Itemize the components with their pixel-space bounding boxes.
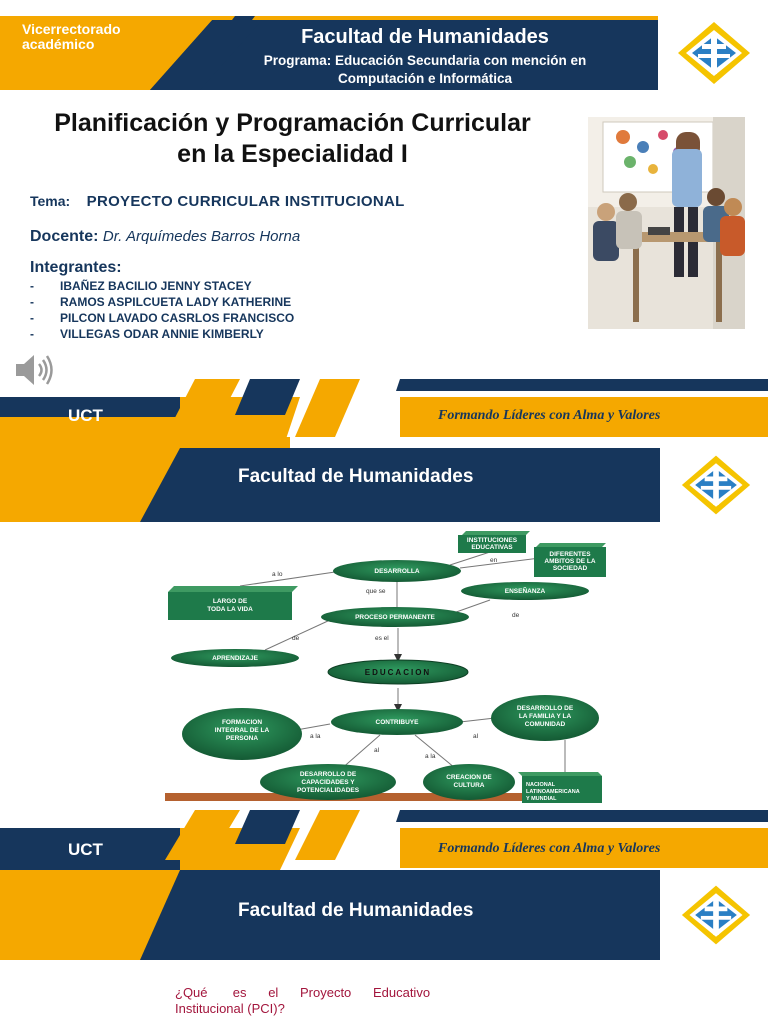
label-contribuye: CONTRIBUYE bbox=[375, 719, 419, 726]
course-title-line1: Planificación y Programación Curricular bbox=[54, 109, 531, 137]
label-ensenanza: ENSEÑANZA bbox=[504, 588, 546, 595]
label-capacidades-1: DESARROLLO DE bbox=[299, 771, 357, 778]
motto-text-2: Formando Líderes con Alma y Valores bbox=[438, 841, 661, 856]
footer-band-2 bbox=[0, 810, 768, 870]
label-educacion: EDUCACION bbox=[364, 668, 432, 677]
classroom-illustration bbox=[588, 117, 745, 329]
label-familia-1: DESARROLLO DE bbox=[516, 705, 574, 712]
university-cross-logo bbox=[680, 882, 752, 948]
vice-line2: académico bbox=[22, 36, 95, 52]
pci-question-line2: Institucional (PCI)? bbox=[175, 1001, 285, 1016]
integrantes-label: Integrantes: bbox=[30, 259, 122, 276]
university-cross-logo bbox=[676, 20, 752, 86]
label-largo-2: TODA LA VIDA bbox=[207, 606, 253, 613]
photo-classroom bbox=[588, 117, 745, 329]
label-formacion-2: INTEGRAL DE LA bbox=[214, 727, 270, 734]
list-dash: - bbox=[30, 311, 34, 325]
conn-al-1: al bbox=[473, 733, 479, 740]
uct-label-2: UCT bbox=[68, 840, 103, 859]
label-nacional-3: Y MUNDIAL bbox=[526, 796, 557, 802]
slide2-faculty-title: Facultad de Humanidades bbox=[238, 466, 474, 487]
label-proceso: PROCESO PERMANENTE bbox=[355, 614, 435, 621]
label-familia-2: LA FAMILIA Y LA bbox=[518, 713, 572, 720]
label-capacidades-3: POTENCIALIDADES bbox=[296, 787, 360, 794]
list-item bbox=[30, 278, 294, 294]
logo-shape bbox=[678, 22, 750, 84]
label-desarrolla: DESARROLLA bbox=[374, 568, 420, 575]
docente-value: Dr. Arquímedes Barros Horna bbox=[102, 228, 301, 245]
list-item bbox=[30, 326, 294, 342]
label-capacidades-2: CAPACIDADES Y bbox=[301, 779, 355, 786]
members-list bbox=[30, 278, 294, 342]
member-name: PILCON LAVADO CASRLOS FRANCISCO bbox=[60, 311, 295, 325]
conn-que-se: que se bbox=[366, 588, 386, 595]
tema-label: Tema: bbox=[30, 193, 71, 209]
node-formacion bbox=[182, 708, 302, 760]
label-nacional-2: LATINOAMERICANA bbox=[526, 789, 580, 795]
member-name: RAMOS ASPILCUETA LADY KATHERINE bbox=[60, 295, 292, 309]
program-line2: Computación e Informática bbox=[337, 71, 513, 86]
vice-line1: Vicerrectorado bbox=[22, 21, 121, 37]
label-ambitos-1: DIFERENTES bbox=[549, 551, 591, 558]
label-instituciones-2: EDUCATIVAS bbox=[471, 544, 513, 551]
conn-es-el: es el bbox=[375, 635, 389, 642]
vicerrectorado-label bbox=[22, 22, 121, 52]
program-line1: Programa: Educación Secundaria con mención en bbox=[263, 53, 587, 68]
label-familia-3: COMUNIDAD bbox=[524, 721, 566, 728]
motto-text: Formando Líderes con Alma y Valores bbox=[438, 408, 661, 423]
concept-map bbox=[160, 528, 610, 808]
label-cultura-2: CULTURA bbox=[453, 782, 485, 789]
conn-a-la-1: a la bbox=[310, 733, 321, 740]
conn-al-2: al bbox=[374, 747, 380, 754]
course-title-line2: en la Especialidad I bbox=[177, 140, 408, 168]
conn-en: en bbox=[490, 557, 498, 564]
slide2-header bbox=[0, 448, 768, 522]
list-item bbox=[30, 310, 294, 326]
list-dash: - bbox=[30, 327, 34, 341]
list-item bbox=[30, 294, 294, 310]
docente-label: Docente: bbox=[30, 228, 99, 245]
label-ambitos-3: SOCIEDAD bbox=[552, 565, 588, 572]
conn-de-2: de bbox=[512, 612, 520, 619]
slide3-header bbox=[0, 870, 768, 960]
slide3-faculty-title: Facultad de Humanidades bbox=[238, 900, 474, 921]
list-dash: - bbox=[30, 279, 34, 293]
label-cultura-1: CREACION DE bbox=[446, 774, 492, 781]
label-formacion-1: FORMACION bbox=[221, 719, 263, 726]
label-instituciones-1: INSTITUCIONES bbox=[466, 537, 518, 544]
label-largo-1: LARGO DE bbox=[212, 598, 248, 605]
list-dash: - bbox=[30, 295, 34, 309]
tema-value: PROYECTO CURRICULAR INSTITUCIONAL bbox=[86, 193, 405, 210]
member-name: IBAÑEZ BACILIO JENNY STACEY bbox=[60, 279, 252, 293]
uct-label: UCT bbox=[68, 406, 103, 425]
university-cross-logo bbox=[680, 452, 752, 518]
conn-a-la-2: a la bbox=[425, 753, 436, 760]
label-nacional-1: NACIONAL bbox=[526, 782, 556, 788]
docente-row bbox=[30, 228, 300, 246]
label-formacion-3: PERSONA bbox=[225, 735, 259, 742]
conn-de-1: de bbox=[292, 635, 300, 642]
conn-a-lo: a lo bbox=[272, 571, 283, 578]
label-ambitos-2: AMBITOS DE LA bbox=[544, 558, 596, 565]
faculty-title: Facultad de Humanidades bbox=[301, 26, 549, 48]
course-title bbox=[0, 108, 585, 170]
tema-row bbox=[30, 193, 405, 211]
member-name: VILLEGAS ODAR ANNIE KIMBERLY bbox=[60, 327, 264, 341]
pci-question-line1: ¿Qué es el Proyecto Educativo bbox=[175, 985, 431, 1000]
label-aprendizaje: APRENDIZAJE bbox=[212, 655, 258, 662]
pci-question bbox=[175, 985, 431, 1017]
